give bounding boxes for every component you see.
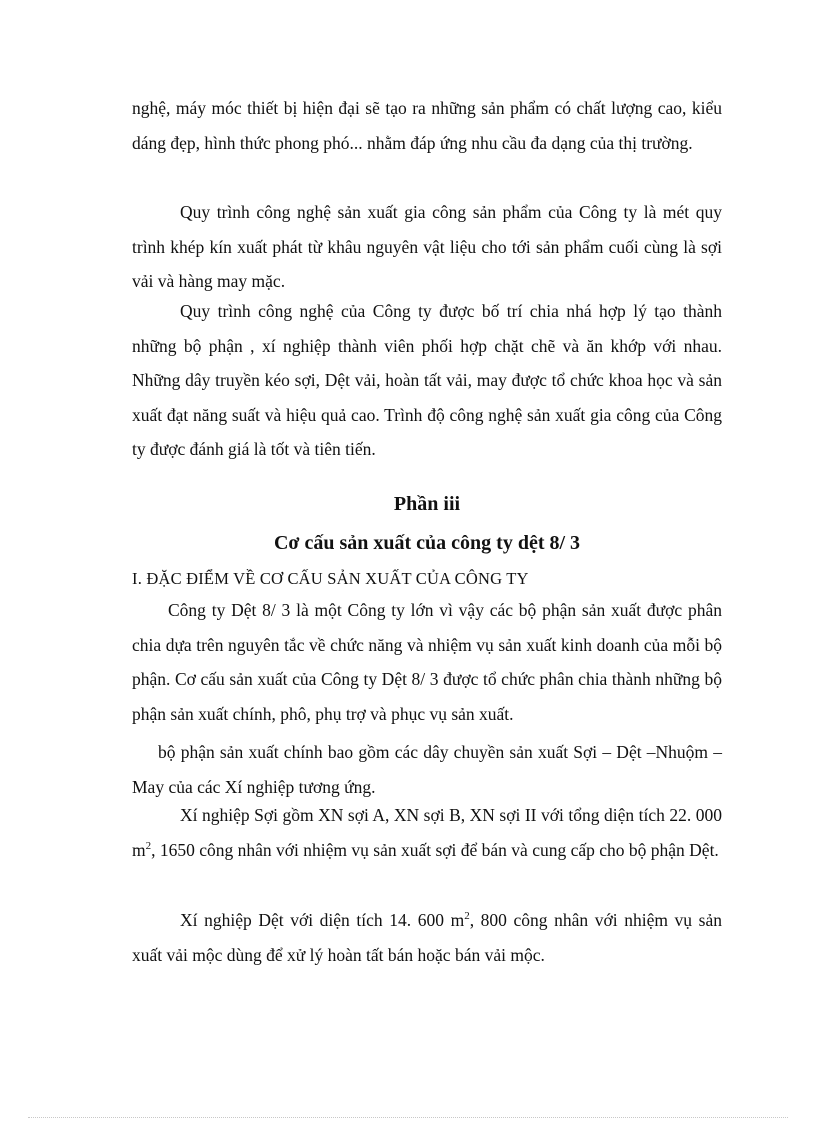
part-heading: Phần iii [393,493,461,515]
spinning-area-unit-superscript: 2 [145,839,152,852]
paragraph-weaving-enterprise [132,903,722,972]
paragraph-technology-process: Quy trình công nghệ của Công ty được bố trí chia nhá hợp lý tạo thành những bộ phận , xí nghiệp thành viên phối hợp chặt chẽ và ăn khớp với nhau. Những dây truyền kéo sợi, Dệt vải, hoàn tất vải, may được tổ chức khoa học và sản xuất đạt năng suất và hiệu quả cao. Trình độ công nghệ sản xuất gia công của Công ty được đánh giá là tốt và tiên tiến. [132,301,722,459]
spinning-text-before: Xí nghiệp Sợi gồm XN sợi A, XN sợi B, XN sợi II với tổng diện tích 22. 000 m [132,805,722,860]
paragraph-intro-continued: nghệ, máy móc thiết bị hiện đại sẽ tạo ra những sản phẩm có chất lượng cao, kiểu dáng đẹp, hình thức phong phó... nhằm đáp ứng nhu cầu đa dạng của thị trường. [132,98,722,153]
spinning-text-after: , 1650 công nhân với nhiệm vụ sản xuất sợi để bán và cung cấp cho bộ phận Dệt. [151,839,719,860]
paragraph-company-structure: Công ty Dệt 8/ 3 là một Công ty lớn vì vậy các bộ phận sản xuất được phân chia dựa trên nguyên tắc về chức năng và nhiệm vụ sản xuất kinh doanh của mỗi bộ phận. Cơ cấu sản xuất của Công ty Dệt 8/ 3 được tổ chức phân chia thành những bộ phận sản xuất chính, phô, phụ trợ và phục vụ sản xuất. [132,600,722,724]
weaving-text-before: Xí nghiệp Dệt với diện tích 14. 600 m [180,910,465,930]
paragraph-production-process: Quy trình công nghệ sản xuất gia công sản phẩm của Công ty là mét quy trình khép kín xuất phát từ khâu nguyên vật liệu cho tới sản phẩm cuối cùng là sợi vải và hàng may mặc. [132,202,722,291]
section-heading: I. ĐẶC ĐIỂM VỀ CƠ CẤU SẢN XUẤT CỦA CÔNG TY [132,569,529,588]
paragraph-spinning-enterprise [132,798,722,867]
weaving-area-unit-superscript: 2 [464,910,470,923]
footer-divider [28,1117,788,1118]
chapter-title: Cơ cấu sản xuất của công ty dệt 8/ 3 [273,532,581,554]
paragraph-main-production: bộ phận sản xuất chính bao gồm các dây chuyền sản xuất Sợi – Dệt –Nhuộm – May của các Xí nghiệp tương ứng. [132,742,722,797]
weaving-text-after: , 800 công nhân với nhiệm vụ sản xuất vải mộc dùng để xử lý hoàn tất bán hoặc bán vải mộc. [132,910,722,965]
